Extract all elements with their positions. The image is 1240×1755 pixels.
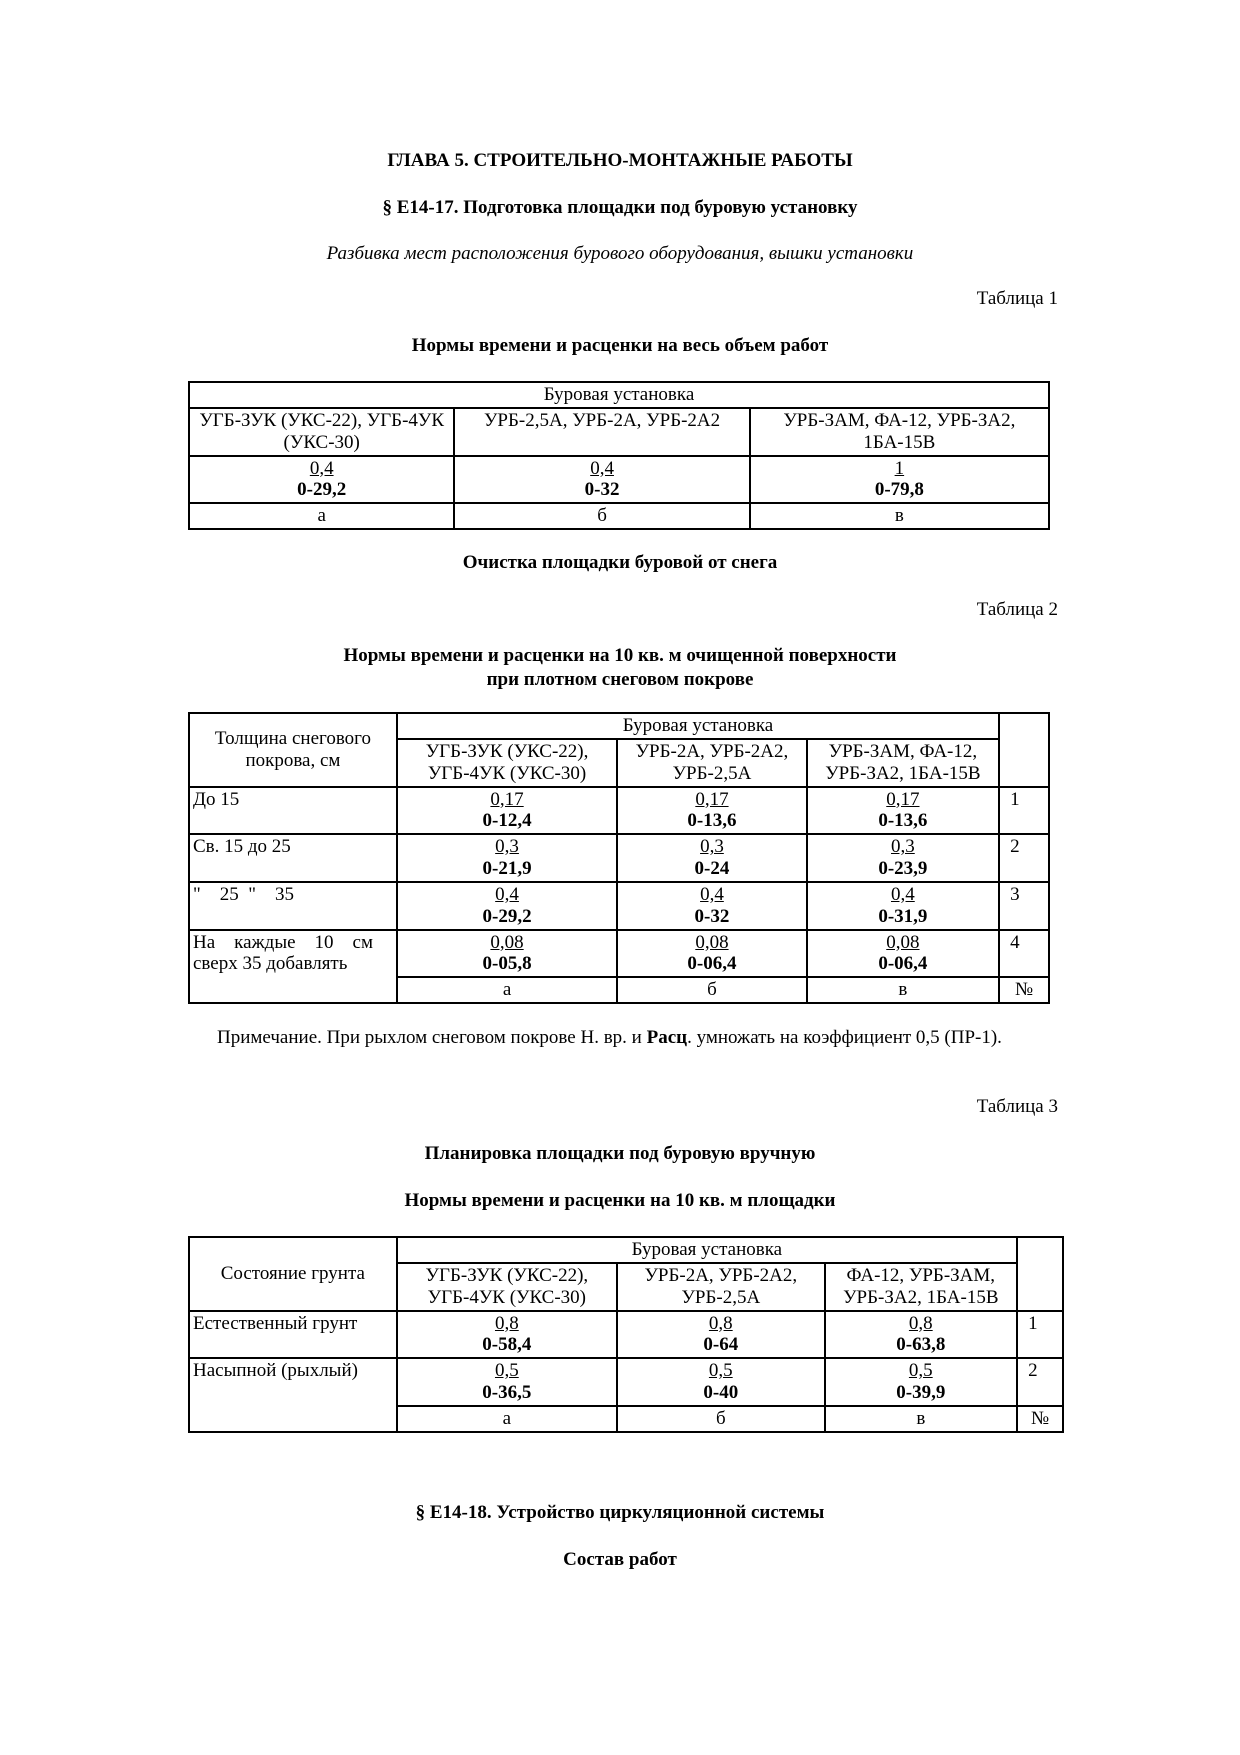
time-norm: 0,08	[695, 931, 729, 953]
time-norm: 0,4	[891, 883, 915, 905]
rate: 0-05,8	[482, 953, 532, 975]
row-number: 1	[1017, 1311, 1063, 1359]
column-header: УРБ-ЗАМ, ФА-12, УРБ-ЗА2, 1БА-15В	[750, 408, 1049, 456]
column-letter: а	[397, 977, 617, 1003]
value-cell	[397, 834, 617, 882]
column-letter: в	[807, 977, 999, 1003]
group-header: Буровая установка	[397, 1237, 1017, 1263]
rate: 0-13,6	[878, 810, 928, 832]
row-number: 2	[999, 834, 1049, 882]
rate: 0-31,9	[878, 905, 928, 927]
time-norm: 0,3	[891, 836, 915, 858]
column-header: УРБ-2А, УРБ-2А2, УРБ-2,5А	[617, 739, 806, 787]
norms-table-1	[188, 381, 1050, 530]
rate: 0-64	[703, 1334, 739, 1356]
value-cell	[617, 1358, 824, 1406]
table-caption: при плотном снеговом покрове	[486, 669, 754, 690]
value-cell	[397, 882, 617, 930]
column-header: УГБ-ЗУК (УКС-22), УГБ-4УК (УКС-30)	[189, 408, 454, 456]
rate: 0-32	[584, 479, 620, 501]
table-label: Таблица 3	[976, 1096, 1058, 1117]
number-header	[1017, 1237, 1063, 1311]
value-cell	[454, 456, 749, 504]
value-cell	[397, 930, 617, 978]
row-number: 4	[999, 930, 1049, 978]
time-norm: 0,4	[495, 883, 519, 905]
rate: 0-29,2	[482, 905, 532, 927]
time-norm: 1	[894, 457, 905, 479]
number-symbol: №	[1017, 1406, 1063, 1432]
rate: 0-06,4	[878, 953, 928, 975]
column-header: УГБ-ЗУК (УКС-22), УГБ-4УК (УКС-30)	[397, 739, 617, 787]
group-header: Буровая установка	[189, 382, 1049, 408]
column-letter: в	[750, 503, 1049, 529]
snow-heading: Очистка площадки буровой от снега	[462, 552, 778, 573]
rate: 0-12,4	[482, 810, 532, 832]
time-norm: 0,17	[490, 788, 524, 810]
column-letter: а	[189, 503, 454, 529]
note-bold: Расц	[646, 1027, 688, 1048]
table-caption: Нормы времени и расценки на 10 кв. м площадки	[404, 1190, 836, 1211]
rate: 0-29,2	[297, 479, 347, 501]
row-number: 1	[999, 787, 1049, 835]
row-header: Состояние грунта	[189, 1237, 397, 1311]
table-caption: Нормы времени и расценки на весь объем работ	[411, 335, 829, 356]
row-label: Св. 15 до 25	[189, 834, 397, 882]
column-letter: б	[617, 1406, 824, 1432]
column-header: УРБ-ЗАМ, ФА-12, УРБ-ЗА2, 1БА-15В	[807, 739, 999, 787]
row-number: 3	[999, 882, 1049, 930]
value-cell	[617, 930, 806, 978]
table-row	[189, 930, 1049, 978]
number-header	[999, 713, 1049, 787]
rate: 0-39,9	[896, 1382, 946, 1404]
row-label-line: На каждые 10 см	[193, 931, 373, 953]
time-norm: 0,08	[490, 931, 524, 953]
time-norm: 0,3	[700, 836, 724, 858]
row-label: До 15	[189, 787, 397, 835]
value-cell	[825, 1311, 1018, 1359]
time-norm: 0,8	[494, 1312, 519, 1334]
table-label: Таблица 2	[976, 599, 1058, 620]
section-title: § Е14-17. Подготовка площадки под буровую установку	[382, 197, 858, 218]
section-subtitle: Состав работ	[563, 1549, 677, 1570]
row-header: Толщина снегового покрова, см	[189, 713, 397, 787]
column-header: УРБ-2,5А, УРБ-2А, УРБ-2А2	[454, 408, 749, 456]
norms-table-3	[188, 1236, 1064, 1433]
column-letter: б	[454, 503, 749, 529]
value-cell	[617, 834, 806, 882]
table-row	[189, 1358, 1063, 1406]
row-number: 2	[1017, 1358, 1063, 1406]
note-text: . умножать на коэффициент 0,5 (ПР-1).	[687, 1027, 1002, 1048]
column-header: УРБ-2А, УРБ-2А2, УРБ-2,5А	[617, 1263, 824, 1311]
time-norm: 0,8	[908, 1312, 933, 1334]
time-norm: 0,17	[886, 788, 920, 810]
section-subtitle: Разбивка мест расположения бурового оборудования, вышки установки	[326, 243, 914, 264]
time-norm: 0,3	[495, 836, 519, 858]
time-norm: 0,8	[708, 1312, 733, 1334]
value-cell	[807, 930, 999, 978]
note-text: Примечание. При рыхлом снеговом покрове Н. вр. и	[217, 1027, 647, 1048]
column-letter: б	[617, 977, 806, 1003]
column-letter: а	[397, 1406, 617, 1432]
value-cell	[807, 787, 999, 835]
row-label	[189, 930, 397, 1004]
rate: 0-79,8	[874, 479, 924, 501]
value-cell	[807, 882, 999, 930]
rate: 0-06,4	[687, 953, 737, 975]
row-label: Насыпной (рыхлый)	[189, 1358, 397, 1432]
value-cell	[825, 1358, 1018, 1406]
rate: 0-24	[694, 858, 730, 880]
time-norm: 0,4	[590, 457, 614, 479]
value-cell	[397, 1358, 617, 1406]
chapter-title: ГЛАВА 5. СТРОИТЕЛЬНО-МОНТАЖНЫЕ РАБОТЫ	[387, 150, 853, 171]
note-paragraph	[189, 1027, 1059, 1050]
rate: 0-58,4	[482, 1334, 532, 1356]
time-norm: 0,08	[886, 931, 920, 953]
table-row	[189, 882, 1049, 930]
value-cell	[397, 787, 617, 835]
column-header: УГБ-ЗУК (УКС-22), УГБ-4УК (УКС-30)	[397, 1263, 617, 1311]
column-header: ФА-12, УРБ-ЗАМ, УРБ-ЗА2, 1БА-15В	[825, 1263, 1018, 1311]
rate: 0-13,6	[687, 810, 737, 832]
time-norm: 0,17	[695, 788, 729, 810]
rate: 0-32	[694, 905, 730, 927]
value-cell	[189, 456, 454, 504]
time-norm: 0,5	[494, 1360, 519, 1382]
planning-heading: Планировка площадки под буровую вручную	[424, 1143, 816, 1164]
row-label-line: сверх 35 добавлять	[193, 953, 348, 975]
rate: 0-36,5	[482, 1382, 532, 1404]
table-row	[189, 1311, 1063, 1359]
row-label: " 25 " 35	[189, 882, 397, 930]
rate: 0-23,9	[878, 858, 928, 880]
column-letter: в	[825, 1406, 1018, 1432]
value-cell	[617, 787, 806, 835]
norms-table-2	[188, 712, 1050, 1004]
value-cell	[807, 834, 999, 882]
group-header: Буровая установка	[397, 713, 999, 739]
value-cell	[617, 1311, 824, 1359]
table-row	[189, 834, 1049, 882]
time-norm: 0,5	[908, 1360, 933, 1382]
value-cell	[397, 1311, 617, 1359]
rate: 0-40	[703, 1382, 739, 1404]
table-row	[189, 787, 1049, 835]
rate: 0-63,8	[896, 1334, 946, 1356]
value-cell	[617, 882, 806, 930]
table-caption: Нормы времени и расценки на 10 кв. м очищенной поверхности	[343, 645, 897, 666]
value-cell	[750, 456, 1049, 504]
number-symbol: №	[999, 977, 1049, 1003]
time-norm: 0,5	[708, 1360, 733, 1382]
section-title: § Е14-18. Устройство циркуляционной системы	[415, 1502, 825, 1523]
time-norm: 0,4	[700, 883, 724, 905]
time-norm: 0,4	[309, 457, 334, 479]
table-label: Таблица 1	[976, 288, 1058, 309]
rate: 0-21,9	[482, 858, 532, 880]
row-label: Естественный грунт	[189, 1311, 397, 1359]
